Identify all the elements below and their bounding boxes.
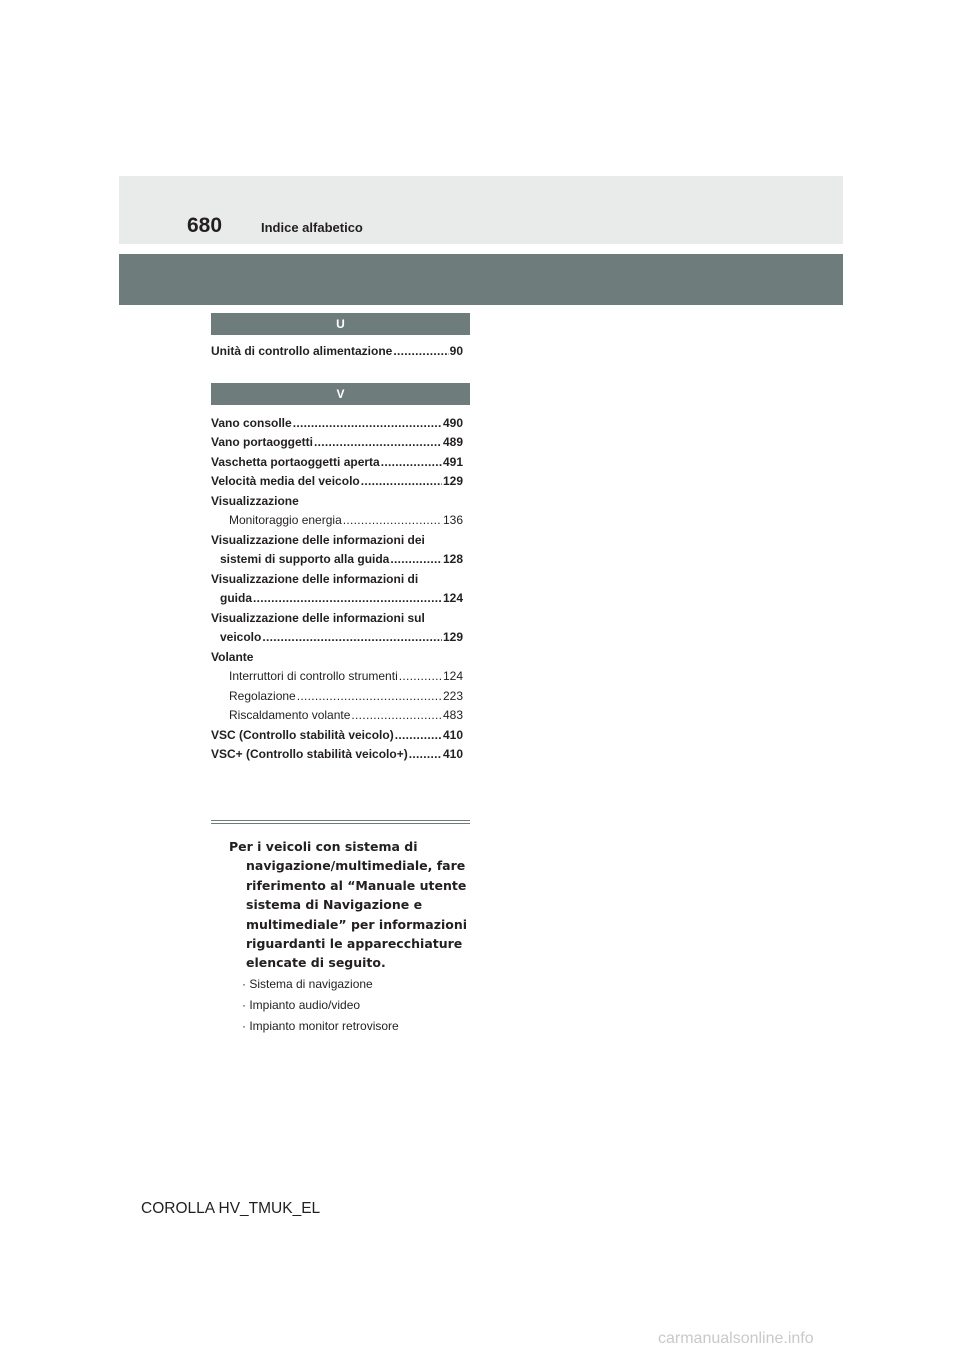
letter-bar-v: V [211, 383, 470, 405]
index-entry[interactable] [211, 472, 470, 492]
entry-label: Vano consolle [211, 415, 292, 430]
section-title: Indice alfabetico [261, 220, 363, 235]
leader-dots [390, 550, 442, 570]
note-list [242, 974, 399, 1037]
entry-page: 490 [442, 415, 463, 430]
entry-label: Riscaldamento volante [229, 708, 351, 722]
leader-dots [409, 745, 442, 765]
leader-dots [351, 706, 442, 726]
index-heading: Visualizzazione delle informazioni sul [211, 610, 425, 625]
leader-dots [361, 472, 442, 492]
entry-label: guida [220, 591, 252, 605]
header-dark-band [119, 254, 843, 305]
watermark: carmanualsonline.info [658, 1330, 814, 1347]
note-text [229, 837, 473, 973]
entry-page: 136 [442, 513, 463, 527]
entry-label: Interruttori di controllo strumenti [229, 669, 398, 683]
index-entry[interactable] [211, 433, 470, 453]
leader-dots [253, 589, 442, 609]
index-entry[interactable] [211, 550, 470, 570]
footer-code: COROLLA HV_TMUK_EL [141, 1200, 321, 1217]
entry-label: sistemi di supporto alla guida [220, 552, 390, 566]
entry-page: 124 [442, 591, 463, 605]
entry-label: Unità di controllo alimentazione [211, 344, 393, 358]
entry-label: VSC+ (Controllo stabilità veicolo+) [211, 747, 408, 761]
index-subentry[interactable] [211, 687, 470, 707]
entry-page: 483 [442, 708, 463, 722]
entries-v [211, 414, 470, 765]
leader-dots [297, 687, 442, 707]
entry-page: 90 [449, 344, 463, 358]
entry-label: Velocità media del veicolo [211, 474, 360, 488]
index-heading: Visualizzazione [211, 493, 299, 508]
header-top-band [119, 176, 843, 244]
index-heading: Visualizzazione delle informazioni di [211, 571, 419, 586]
entry-label: Vano portaoggetti [211, 435, 313, 449]
entry-label: Vaschetta portaoggetti aperta [211, 454, 380, 469]
page-number: 680 [187, 214, 223, 237]
note-list-item: · Sistema di navigazione [242, 977, 373, 991]
entry-page: 489 [442, 435, 463, 449]
leader-dots [395, 726, 442, 746]
index-entry[interactable] [211, 342, 470, 362]
index-heading: Visualizzazione delle informazioni dei [211, 532, 425, 547]
entry-page: 129 [442, 474, 463, 488]
entry-label: Monitoraggio energia [229, 513, 342, 527]
note-list-item: · Impianto monitor retrovisore [242, 1019, 399, 1033]
entry-page: 491 [442, 454, 463, 469]
index-entry[interactable] [211, 628, 470, 648]
index-entry[interactable] [211, 726, 470, 746]
index-subentry[interactable] [211, 511, 470, 531]
leader-dots [293, 414, 442, 434]
entry-page: 410 [442, 747, 463, 761]
index-entry[interactable] [211, 453, 470, 473]
index-subentry[interactable] [211, 706, 470, 726]
entries-u [211, 342, 470, 362]
entry-page: 223 [442, 688, 463, 703]
note-paragraph: Per i veicoli con sistema di navigazione/multimediale, fare riferimento al “Manuale utente sistema di Navigazione e multimediale” per informazioni riguardanti le apparecchiature elencate di seguito. [229, 839, 468, 971]
entry-label: Regolazione [229, 688, 296, 703]
letter-bar-u: U [211, 313, 470, 335]
entry-label: VSC (Controllo stabilità veicolo) [211, 727, 394, 742]
index-subentry[interactable] [211, 667, 470, 687]
entry-page: 124 [442, 669, 463, 683]
index-heading: Volante [211, 649, 254, 664]
leader-dots [314, 433, 442, 453]
index-entry[interactable] [211, 414, 470, 434]
note-list-item: · Impianto audio/video [242, 998, 361, 1012]
entry-page: 128 [442, 552, 463, 566]
leader-dots [399, 667, 442, 687]
leader-dots [343, 511, 442, 531]
entry-label: veicolo [220, 630, 262, 644]
index-column [211, 313, 470, 765]
index-entry[interactable] [211, 589, 470, 609]
entry-page: 129 [442, 630, 463, 644]
note-divider [211, 820, 470, 824]
leader-dots [262, 628, 442, 648]
leader-dots [393, 342, 448, 362]
index-entry[interactable] [211, 745, 470, 765]
entry-page: 410 [442, 727, 463, 742]
leader-dots [381, 453, 442, 473]
